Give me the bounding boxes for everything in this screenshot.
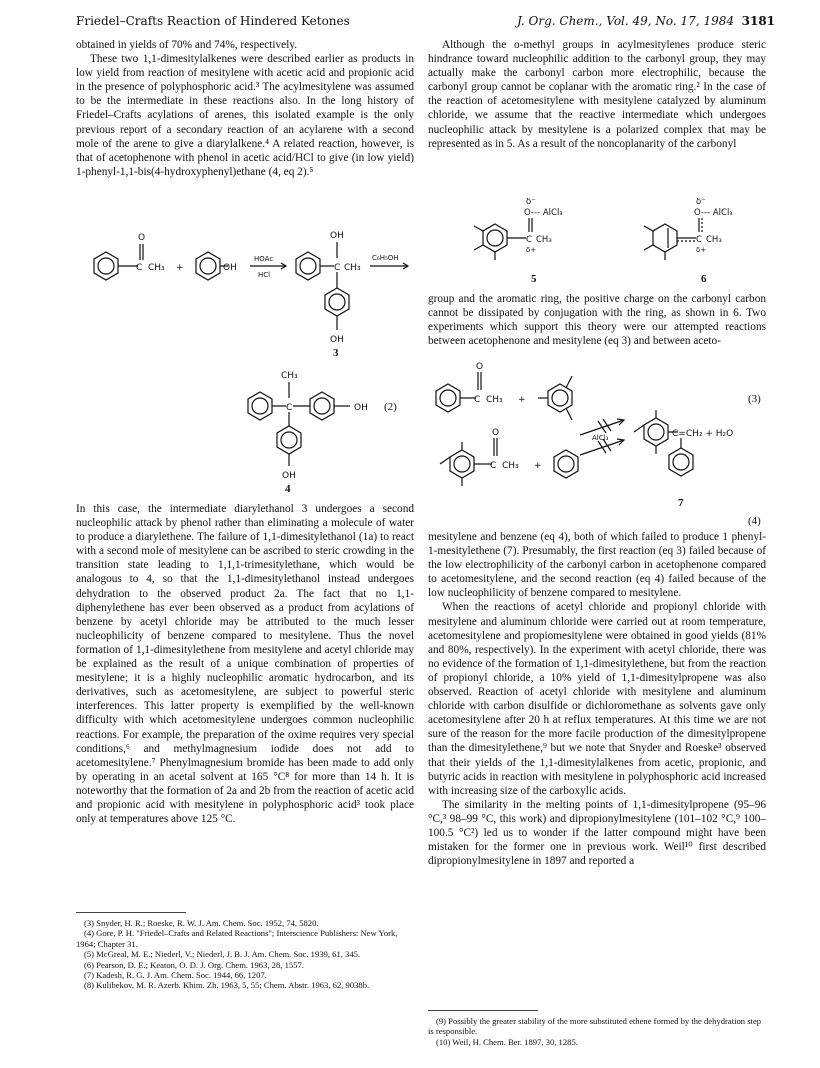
structures-5-6: [440, 198, 780, 288]
eq2-reagent-phenol: C₆H₅OH: [372, 254, 399, 262]
svg-text:C: C: [334, 263, 341, 273]
s5-methyl: CH₃: [536, 235, 552, 245]
eq2-carbinol-oh: OH: [330, 231, 344, 241]
journal-citation: [517, 14, 775, 28]
svg-text:C: C: [136, 263, 143, 273]
svg-text:C: C: [490, 461, 497, 471]
eq3-plus: +: [518, 395, 526, 405]
eq2-reagent-hcl: HCl: [258, 271, 271, 279]
s6-methyl: CH₃: [706, 235, 722, 245]
eq2-4-methyl: CH₃: [281, 371, 298, 381]
right-column-middle: [428, 292, 766, 348]
left-column-top: [76, 38, 414, 179]
footnote-4: (4) Gore, P. H. "Friedel–Crafts and Related Reactions"; Interscience Publishers: New York, 1964; Chapter 31.: [76, 928, 398, 949]
eq4-label: (4): [748, 515, 761, 527]
eq2-4-oh: OH: [354, 403, 368, 413]
running-title: Friedel–Crafts Reaction of Hindered Ketones: [76, 14, 350, 28]
s5-alcl3: O--- AlCl₃: [524, 208, 563, 218]
eq2-plus: +: [176, 263, 184, 273]
footnote-6: (6) Pearson, D. E.; Keaton, O. D. J. Org. Chem. 1963, 28, 1557.: [84, 959, 304, 970]
footnote-8: (8) Kulibekov, M. R. Azerb. Khim. Zh. 1963, 5, 55; Chem. Abstr. 1963, 62, 9038b.: [84, 980, 370, 991]
right-paragraph-4: When the reactions of acetyl chloride and propionyl chloride with mesitylene and aluminum chloride were carried out at room temperature, acetomesitylene and propiomesitylene were obtained in good yields (81% and 80%, respectively). In the experiment with acetyl chloride, there was no evidence of the formation of 1,1-dimesitylethene, but from the reaction of propionyl chloride, a 10% yield of 1,1-dimesitylpropene was also observed. Reaction of acetyl chloride with mesitylene and aluminum chloride with carbon disulfide or dichloromethane as solvents gave only acetomesitylene after 20 h at reflux temperatures. At this time we are not sure of the reason for the more facile production of the dimesitylpropene than the dimesitylethene,⁹ but we note that Snyder and Roeske³ observed that their yields of the 1,1-dimesitylalkenes from acetic, propionic, and butyric acids in reaction with mesitylene in polyphosphoric acid increased with increasing size of the carboxylic acids.: [428, 601, 766, 797]
right-paragraph-3: mesitylene and benzene (eq 4), both of which failed to produce 1 phenyl-1-mesitylethene (7). Presumably, the first reaction (eq 3) failed because of the low electrophilicity of the carbonyl carbon in acetophenone compared to acetomesitylene, and the second reaction (eq 4) failed because of the low nucleophilicity of benzene compared to mesitylene.: [428, 531, 766, 600]
left-paragraph-3: In this case, the intermediate diarylethanol 3 undergoes a second nucleophilic attack by phenol rather than eliminating a molecule of water to produce a diarylethene. The failure of 1,1-dimesitylethanol (1a) to react with a second mole of mesitylene can be ascribed to steric crowding in the transition state leading to 1,1,1-trimesitylethane, which would be analogous to 4, so that the 1,1-dimesitylethanol instead undergoes dehydration to the observed product 2a. The fact that no 1,1-diphenylethene has ever been observed as a product from acylations of benzene by acetyl chloride may be attributed to the much lesser nucleophilicity of benzene compared to mesitylene. Thus the novel formation of 1,1-dimesitylethene from mesitylene and acetyl chloride may be explained as the result of a unique combination of properties of mesitylene; it is a highly nucleophilic aromatic hydrocarbon, and its derivatives, such as acetomesitylene, are subject to powerful steric interferences. This latter property is exemplified by the well-known difficulty with which acetomesitylene undergoes common nucleophilic reactions. For example, the preparation of the oxime requires very special conditions,⁶ and methylmagnesium iodide does not add to acetomesitylene.⁷ Phenylmagnesium bromide has been made to add only by operating in an acetal solvent at 165 °C⁸ for more than 14 h. It is noteworthy that the formation of 2a and 2b from the reaction of acetic acid and propionic acid with mesitylene in polyphosphoric acid³ took place only at temperatures above 125 °C.: [76, 503, 414, 826]
left-paragraph-2: These two 1,1-dimesitylalkenes were described earlier as products in low yield from reaction of mesitylene with acetic acid and propionic acid in the presence of polyphosphoric acid.³ The acylmesitylene was assumed to be the intermediate in these reactions also. In the long history of Friedel–Crafts acylations of arenes, this isolated example is the only previous report of a secondary reaction of an acylarene with a second mole of the arene to give a diarylalkene.⁴ A related reaction, however, is that of acetophenone with phenol in acetic acid/HCl to give (in low yield) 1-phenyl-1,1-bis(4-hydroxyphenyl)ethane (4, eq 2).⁵: [76, 53, 414, 178]
footnote-10: (10) Weil, H. Chem. Ber. 1897, 30, 1285.: [436, 1036, 578, 1047]
left-column-bottom: [76, 502, 414, 826]
right-paragraph-5: The similarity in the melting points of 1,1-dimesitylpropene (95–96 °C,³ 98–99 °C, this work) and dipropionylmesitylene (101–102 °C,⁹ 100–100.5 °C²) led us to wonder if the latter compound might have been mistaken for the former one in previous work. Weil¹⁰ first described dipropionylmesitylene in 1897 and reported a: [428, 798, 766, 868]
compound-5-label: 5: [531, 273, 537, 285]
footnote-5: (5) McGreal, M. E.; Niederl, V.; Niederl, J. B. J. Am. Chem. Soc. 1939, 61, 345.: [84, 949, 361, 960]
left-footnote-rule: [76, 912, 186, 913]
s5-delta-minus: δ⁻: [526, 198, 536, 207]
right-footnote-rule: [428, 1010, 538, 1011]
svg-text:C: C: [474, 395, 481, 405]
eq3-methyl: CH₃: [486, 395, 503, 405]
eq3-carbonyl-o: O: [476, 362, 484, 372]
eq2-carbonyl-o: O: [138, 233, 146, 243]
svg-text:C: C: [526, 235, 532, 245]
footnote-9: (9) Possibly the greater stability of the more substituted ethene formed by the dehydration step is responsible.: [428, 1016, 762, 1037]
journal-name: J. Org. Chem.,: [517, 14, 603, 28]
right-paragraph-1: Although the o-methyl groups in acylmesitylenes produce steric hindrance toward nucleophilic addition to the carbonyl group, they may actually make the carbonyl carbon more electrophilic, because the carbonyl group cannot be coplanar with the aromatic ring.² In the case of the reaction of acetomesitylene with mesitylene catalyzed by aluminum chloride, we assume that the reactive intermediate which undergoes nucleophilic attack by mesitylene is a polarized complex that may be represented as in 5. As a result of the noncoplanarity of the carbonyl: [428, 39, 766, 150]
eq4-carbonyl-o: O: [492, 428, 500, 438]
eq2-4-oh-bottom: OH: [282, 471, 296, 481]
eq3-catalyst: AlCl₃: [592, 434, 609, 442]
compound-6-label: 6: [701, 273, 707, 285]
eq2-3-oh: OH: [330, 335, 344, 345]
eq4-plus: +: [534, 461, 542, 471]
eq2-methyl: CH₃: [148, 263, 165, 273]
footnote-3: (3) Snyder, H. R.; Roeske, R. W. J. Am. Chem. Soc. 1952, 74, 5820.: [84, 918, 319, 928]
right-paragraph-2: group and the aromatic ring, the positive charge on the carbonyl carbon cannot be dissipated by conjugation with the ring, as shown in 6. Two experiments which support this theory were our attempted reactions between acetophenone and mesitylene (eq 3) and between aceto-: [428, 293, 766, 348]
eq2-phenol-oh: OH: [223, 263, 237, 273]
right-footnotes: [428, 1016, 766, 1047]
compound-4-label: 4: [285, 483, 291, 495]
page-number: 3181: [741, 14, 776, 28]
product-7-tail: C=CH₂ + H₂O: [672, 429, 734, 439]
footnote-7: (7) Kadesh, R. G. J. Am. Chem. Soc. 1944, 66, 1207.: [84, 970, 267, 981]
eq2-reagent-hoac: HOAc: [254, 255, 274, 263]
eq2-label: (2): [384, 401, 397, 413]
right-column-top: [428, 38, 766, 151]
eq2-carbinol-methyl: CH₃: [344, 263, 361, 273]
right-column-bottom: [428, 530, 766, 868]
eq3-label: (3): [748, 393, 761, 405]
journal-volume: Vol. 49, No. 17, 1984: [606, 14, 734, 28]
s5-delta-plus: δ+: [526, 246, 537, 254]
eq4-methyl: CH₃: [502, 461, 519, 471]
svg-text:C: C: [696, 235, 702, 245]
svg-text:C: C: [286, 403, 293, 413]
s6-delta-minus: δ⁻: [696, 198, 706, 207]
s6-delta-plus: δ+: [696, 246, 707, 254]
compound-3-label: 3: [333, 347, 339, 359]
left-paragraph-1: obtained in yields of 70% and 74%, respectively.: [76, 39, 298, 51]
left-footnotes: [76, 918, 414, 991]
compound-7-label: 7: [678, 497, 684, 509]
equations-3-4: [428, 360, 773, 528]
equation-2-scheme: [68, 222, 428, 502]
s6-alcl3: O--- AlCl₃: [694, 208, 733, 218]
